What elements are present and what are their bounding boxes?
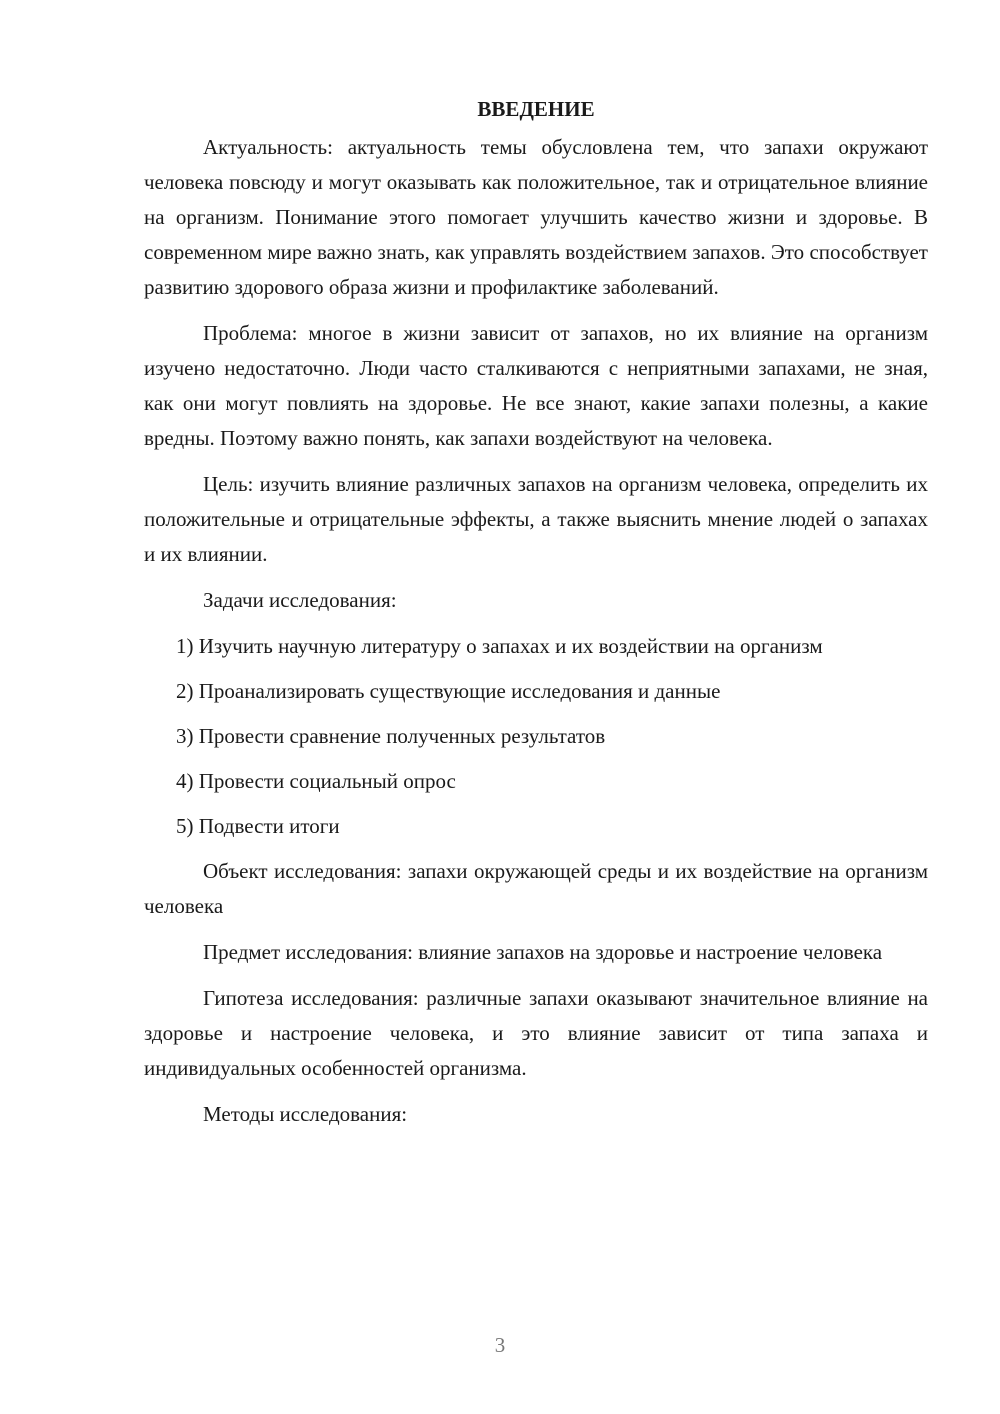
object-paragraph: Объект исследования: запахи окружающей среды и их воздействие на организм человека <box>144 859 928 918</box>
hypothesis-paragraph: Гипотеза исследования: различные запахи оказывают значительное влияние на здоровье и настроение человека, и это влияние зависит от типа запаха и индивидуальных особенностей организма. <box>144 986 928 1080</box>
task-item-3: 3) Провести сравнение полученных результатов <box>176 724 606 748</box>
page-content <box>144 92 928 1143</box>
task-item-1: 1) Изучить научную литературу о запахах и их воздействии на организм <box>176 634 823 658</box>
problem-paragraph: Проблема: многое в жизни зависит от запахов, но их влияние на организм изучено недостаточно. Люди часто сталкиваются с неприятными запахами, не зная, как они могут повлиять на здоровье. Не все знают, какие запахи полезны, а какие вредны. Поэтому важно понять, как запахи воздействуют на человека. <box>144 321 928 450</box>
task-item-2: 2) Проанализировать существующие исследования и данные <box>176 679 721 703</box>
goal-paragraph: Цель: изучить влияние различных запахов на организм человека, определить их положительные и отрицательные эффекты, а также выяснить мнение людей о запахах и их влиянии. <box>144 472 928 566</box>
task-item-4: 4) Провести социальный опрос <box>176 769 456 793</box>
page-number: 3 <box>494 1333 506 1357</box>
subject-paragraph: Предмет исследования: влияние запахов на здоровье и настроение человека <box>203 940 883 964</box>
task-item-5: 5) Подвести итоги <box>176 814 340 838</box>
section-title: ВВЕДЕНИЕ <box>477 97 595 121</box>
methods-heading: Методы исследования: <box>203 1102 408 1126</box>
tasks-heading: Задачи исследования: <box>203 588 397 612</box>
relevance-paragraph: Актуальность: актуальность темы обусловлена тем, что запахи окружают человека повсюду и могут оказывать как положительное, так и отрицательное влияние на организм. Понимание этого помогает улучшить качество жизни и здоровье. В современном мире важно знать, как управлять воздействием запахов. Это способствует развитию здорового образа жизни и профилактике заболеваний. <box>144 135 928 299</box>
